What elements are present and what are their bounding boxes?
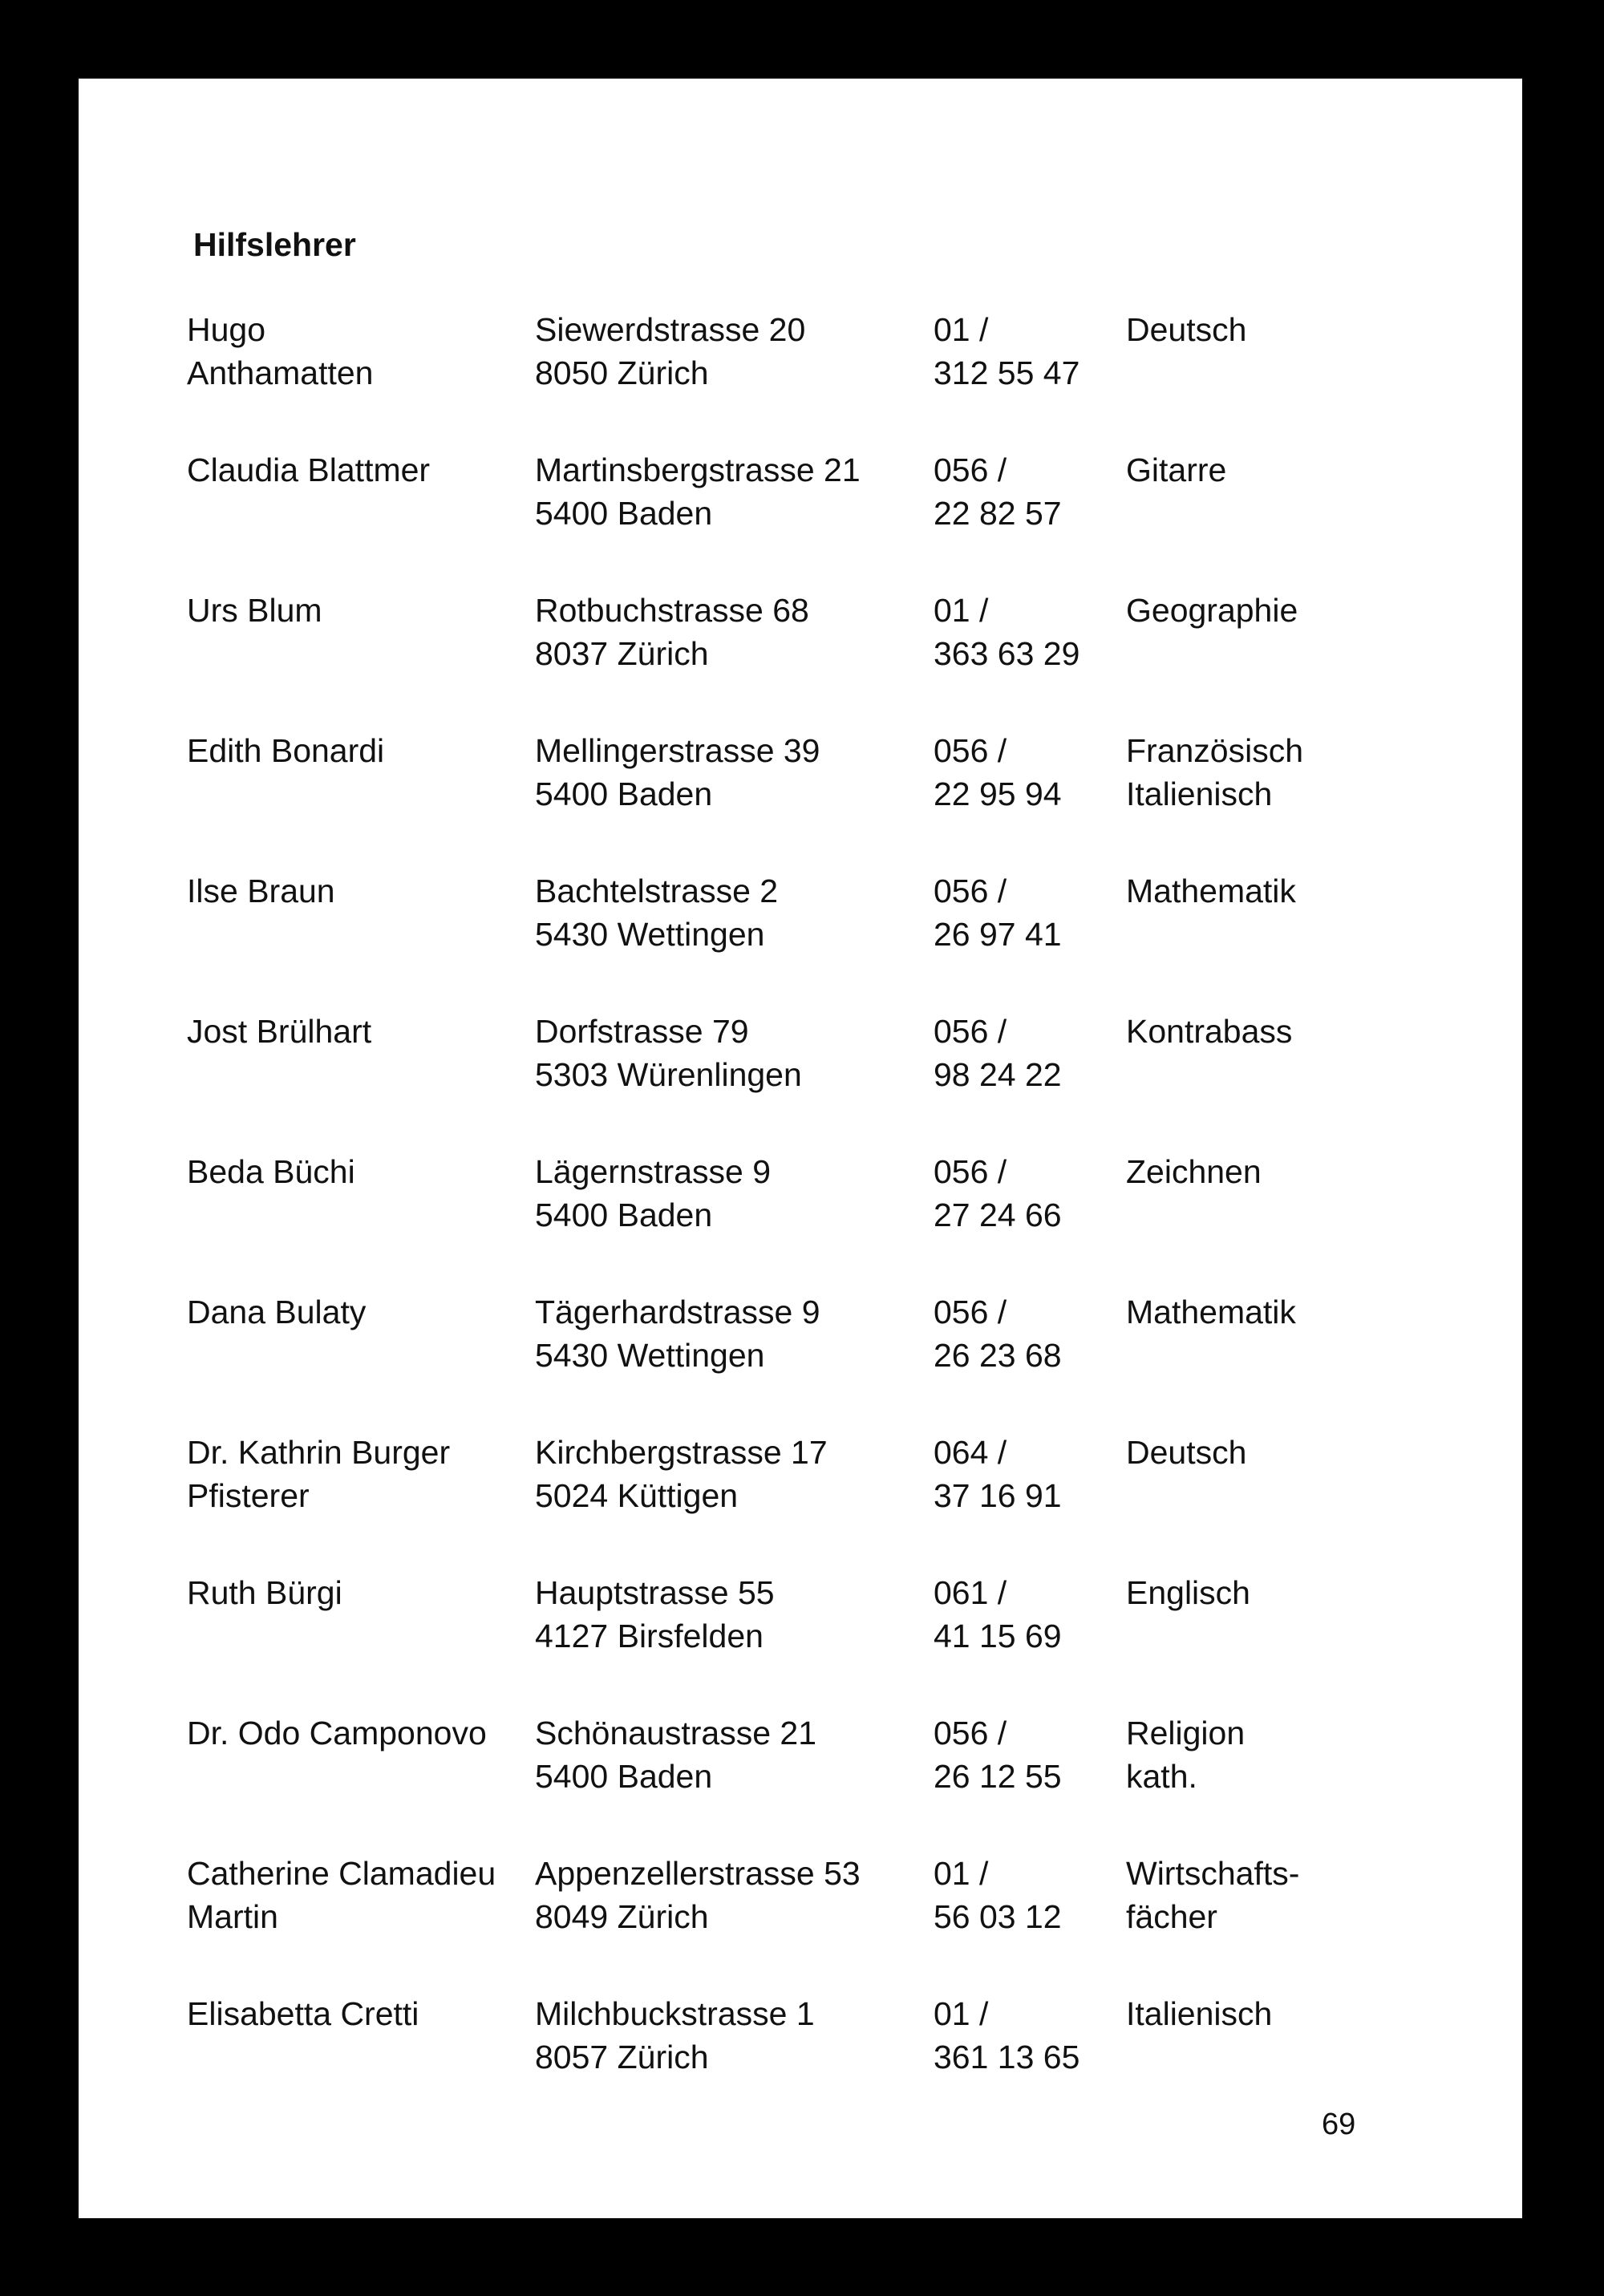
teacher-name: Catherine Clamadieu Martin <box>187 1855 496 1935</box>
teacher-phone: 056 / 22 95 94 <box>934 732 1062 812</box>
teacher-entry <box>187 1290 1470 1431</box>
teacher-subject: Französisch Italienisch <box>1126 732 1304 812</box>
teacher-phone: 056 / 27 24 66 <box>934 1153 1062 1233</box>
teacher-entry <box>187 1431 1470 1571</box>
teacher-address: Tägerhardstrasse 9 5430 Wettingen <box>535 1294 820 1374</box>
document-page <box>79 79 1522 2218</box>
teacher-name: Dr. Kathrin Burger Pfisterer <box>187 1434 451 1514</box>
teacher-entry <box>187 308 1470 448</box>
teacher-entry <box>187 1571 1470 1711</box>
teacher-name: Edith Bonardi <box>187 732 385 769</box>
teacher-phone: 064 / 37 16 91 <box>934 1434 1062 1514</box>
teacher-phone: 056 / 26 97 41 <box>934 873 1062 953</box>
teacher-phone: 056 / 98 24 22 <box>934 1013 1062 1093</box>
teacher-phone: 01 / 312 55 47 <box>934 311 1080 391</box>
teacher-name: Ilse Braun <box>187 873 335 909</box>
teacher-address: Martinsbergstrasse 21 5400 Baden <box>535 452 861 532</box>
teacher-name: Beda Büchi <box>187 1153 355 1190</box>
teacher-subject: Gitarre <box>1126 452 1227 488</box>
teacher-subject: Mathematik <box>1126 873 1296 909</box>
teacher-name: Ruth Bürgi <box>187 1574 342 1611</box>
teacher-subject: Deutsch <box>1126 311 1247 348</box>
teacher-subject: Zeichnen <box>1126 1153 1262 1190</box>
teacher-address: Rotbuchstrasse 68 8037 Zürich <box>535 592 809 672</box>
teacher-subject: Kontrabass <box>1126 1013 1293 1050</box>
teacher-subject: Wirtschafts- fächer <box>1126 1855 1300 1935</box>
teacher-address: Lägernstrasse 9 5400 Baden <box>535 1153 772 1233</box>
teacher-phone: 061 / 41 15 69 <box>934 1574 1062 1654</box>
teacher-subject: Religion kath. <box>1126 1715 1246 1795</box>
teacher-name: Dr. Odo Camponovo <box>187 1715 487 1751</box>
page-number: 69 <box>1322 2108 1356 2141</box>
teacher-phone: 056 / 26 23 68 <box>934 1294 1062 1374</box>
teacher-address: Milchbuckstrasse 1 8057 Zürich <box>535 1995 815 2075</box>
teacher-entry <box>187 1010 1470 1150</box>
teacher-subject: Italienisch <box>1126 1995 1273 2032</box>
teacher-name: Claudia Blattmer <box>187 452 431 488</box>
teacher-address: Bachtelstrasse 2 5430 Wettingen <box>535 873 779 953</box>
teacher-entry <box>187 1150 1470 1290</box>
teacher-entry <box>187 1992 1470 2132</box>
teacher-address: Hauptstrasse 55 4127 Birsfelden <box>535 1574 775 1654</box>
teacher-subject: Deutsch <box>1126 1434 1247 1471</box>
teacher-entry <box>187 1711 1470 1852</box>
teacher-address: Mellingerstrasse 39 5400 Baden <box>535 732 820 812</box>
teacher-name: Elisabetta Cretti <box>187 1995 419 2032</box>
teacher-entry <box>187 1852 1470 1992</box>
teacher-address: Dorfstrasse 79 5303 Würenlingen <box>535 1013 802 1093</box>
teacher-name: Dana Bulaty <box>187 1294 367 1330</box>
teacher-address: Siewerdstrasse 20 8050 Zürich <box>535 311 806 391</box>
teacher-phone: 01 / 363 63 29 <box>934 592 1080 672</box>
teacher-entry <box>187 448 1470 589</box>
teacher-address: Kirchbergstrasse 17 5024 Küttigen <box>535 1434 828 1514</box>
teacher-entry <box>187 869 1470 1010</box>
teacher-phone: 056 / 26 12 55 <box>934 1715 1062 1795</box>
teacher-phone: 01 / 56 03 12 <box>934 1855 1062 1935</box>
teacher-entry <box>187 729 1470 869</box>
teacher-subject: Mathematik <box>1126 1294 1296 1330</box>
teacher-list <box>187 308 1470 2132</box>
teacher-phone: 056 / 22 82 57 <box>934 452 1062 532</box>
teacher-name: Hugo Anthamatten <box>187 311 374 391</box>
teacher-address: Appenzellerstrasse 53 8049 Zürich <box>535 1855 861 1935</box>
teacher-phone: 01 / 361 13 65 <box>934 1995 1080 2075</box>
teacher-name: Jost Brülhart <box>187 1013 372 1050</box>
teacher-address: Schönaustrasse 21 5400 Baden <box>535 1715 817 1795</box>
section-title: Hilfslehrer <box>193 226 356 263</box>
teacher-subject: Geographie <box>1126 592 1298 629</box>
teacher-name: Urs Blum <box>187 592 322 629</box>
teacher-subject: Englisch <box>1126 1574 1250 1611</box>
teacher-entry <box>187 589 1470 729</box>
